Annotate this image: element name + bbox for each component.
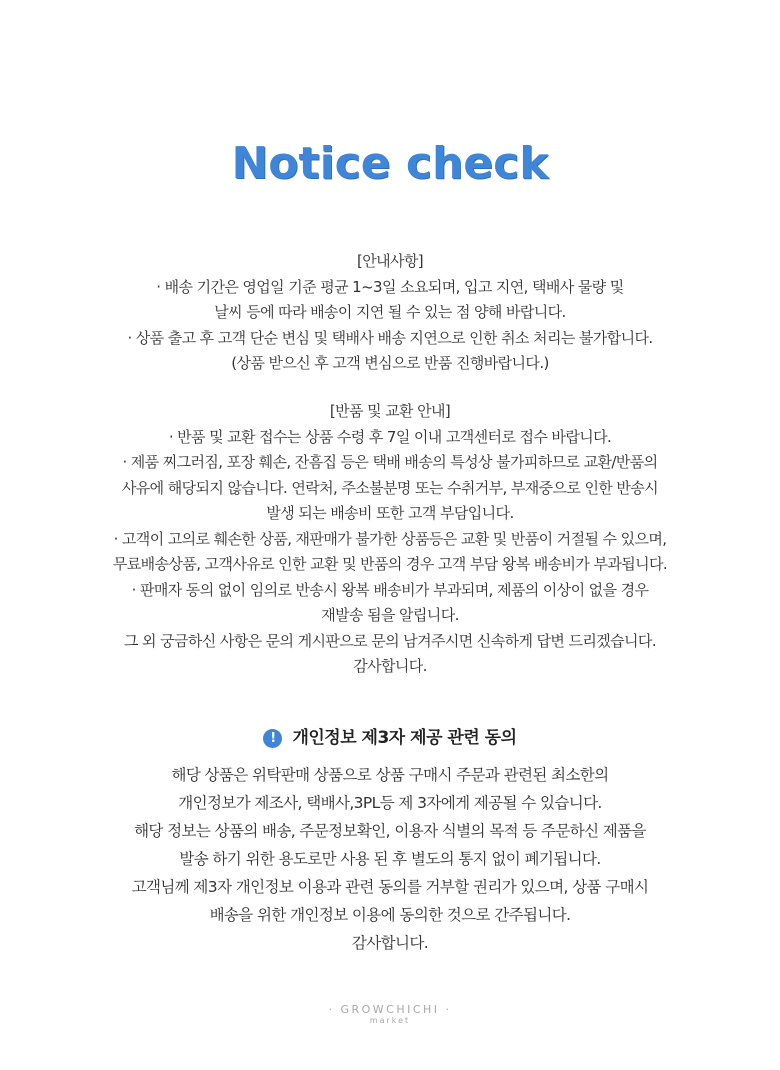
return-line: 무료배송상품, 고객사유로 인한 교환 및 반품의 경우 고객 부담 왕복 배송비가 부과됩니다.: [112, 555, 668, 573]
return-line: 발생 되는 배송비 또한 고객 부담입니다.: [266, 504, 514, 522]
brand-name: · GROWCHICHI ·: [328, 1003, 452, 1016]
privacy-section: [0, 761, 780, 957]
return-line: 재발송 됨을 알립니다.: [321, 606, 459, 624]
privacy-line: 해당 상품은 위탁판매 상품으로 상품 구매시 주문과 관련된 최소한의: [171, 766, 609, 784]
brand-subtitle: market: [369, 1016, 411, 1025]
return-exchange-section: [0, 399, 780, 680]
return-heading: [반품 및 교환 안내]: [329, 402, 451, 420]
privacy-line: 발송 하기 위한 용도로만 사용 된 후 별도의 통지 없이 폐기됩니다.: [179, 850, 601, 868]
privacy-line: 해당 정보는 상품의 배송, 주문정보확인, 이용자 식별의 목적 등 주문하신 제품을: [134, 822, 646, 840]
notice-line: · 배송 기간은 영업일 기준 평균 1~3일 소요되며, 입고 지연, 택배사 물량 및: [156, 277, 624, 296]
return-line: · 반품 및 교환 접수는 상품 수령 후 7일 이내 고객센터로 접수 바랍니다.: [168, 427, 612, 446]
privacy-line: 개인정보가 제조사, 택배사,3PL등 제 3자에게 제공될 수 있습니다.: [178, 794, 602, 812]
notice-heading: [안내사항]: [356, 252, 424, 270]
page-title: Notice check: [231, 138, 549, 189]
return-line: 사유에 해당되지 않습니다. 연락처, 주소불분명 또는 수취거부, 부재중으로 인한 반송시: [121, 478, 659, 497]
return-line: 감사합니다.: [353, 657, 427, 675]
notice-line: 날씨 등에 따라 배송이 지연 될 수 있는 점 양해 바랍니다.: [214, 303, 566, 321]
exclamation-circle-icon: !: [263, 729, 282, 748]
privacy-line: 배송을 위한 개인정보 이용에 동의한 것으로 간주됩니다.: [209, 906, 571, 924]
notice-line: · 상품 출고 후 고객 단순 변심 및 택배사 배송 지연으로 인한 취소 처리는 불가합니다.: [127, 328, 653, 347]
return-line: · 고객이 고의로 훼손한 상품, 재판매가 불가한 상품등은 교환 및 반품이 거절될 수 있으며,: [113, 529, 667, 548]
return-line: · 제품 찌그러짐, 포장 훼손, 잔흠집 등은 택배 배송의 특성상 불가피하므로 교환/반품의: [122, 453, 658, 471]
return-line: · 판매자 동의 없이 임의로 반송시 왕복 배송비가 부과되며, 제품의 이상이 없을 경우: [131, 580, 649, 599]
privacy-heading: [0, 724, 780, 752]
brand-logo: [0, 1003, 780, 1026]
return-line: 그 외 궁금하신 사항은 문의 게시판으로 문의 남겨주시면 신속하게 답변 드리겠습니다.: [123, 631, 656, 650]
privacy-line: 감사합니다.: [351, 934, 429, 952]
notice-line: (상품 받으신 후 고객 변심으로 반품 진행바랍니다.): [231, 354, 549, 372]
privacy-line: 고객님께 제3자 개인정보 이용과 관련 동의를 거부할 권리가 있으며, 상품 구매시: [131, 878, 649, 896]
notice-section: [0, 249, 780, 377]
privacy-heading-text: 개인정보 제3자 제공 관련 동의: [292, 728, 517, 748]
